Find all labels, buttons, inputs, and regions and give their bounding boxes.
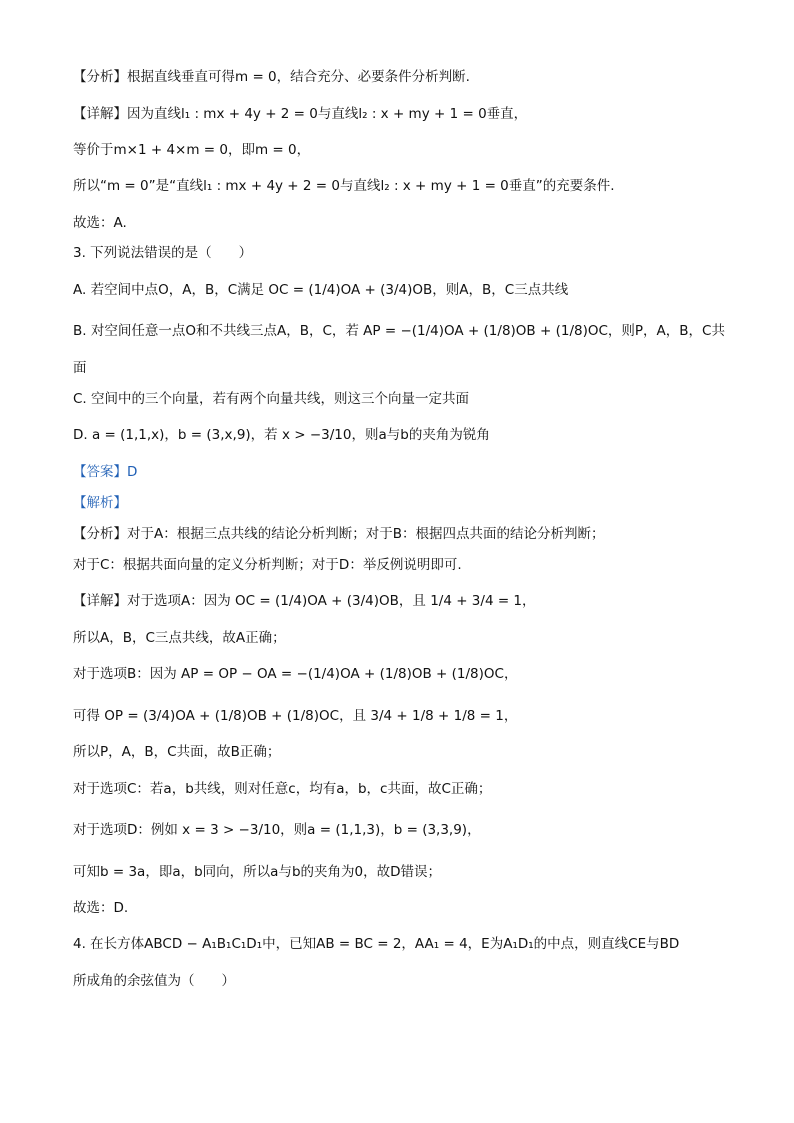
text-line: 【详解】因为直线l₁ : mx + 4y + 2 = 0与直线l₂ : x + my + 1 = 0垂直， <box>73 106 528 122</box>
text-line: 所以“m = 0”是“直线l₁ : mx + 4y + 2 = 0与直线l₂ : x + my + 1 = 0垂直”的充要条件. <box>73 178 615 194</box>
text-line: 所成角的余弦值为（ ） <box>73 973 235 989</box>
text-line: 故选：D. <box>73 900 129 916</box>
text-line: 故选：A. <box>73 215 127 231</box>
text-line: 可知b = 3a，即a，b同向，所以a与b的夹角为0，故D错误； <box>73 864 441 880</box>
text-line: 对于选项B：因为 AP = OP − OA = −(1/4)OA + (1/8)OB + (1/8)OC， <box>73 666 518 682</box>
text-line: 【分析】对于A：根据三点共线的结论分析判断；对于B：根据四点共面的结论分析判断； <box>73 526 605 542</box>
text-line: 所以A，B，C三点共线，故A正确； <box>73 630 286 646</box>
text-line: 对于选项C：若a，b共线，则对任意c，均有a，b，c共面，故C正确； <box>73 781 492 797</box>
text-line: 所以P，A，B，C共面，故B正确； <box>73 744 281 760</box>
analysis-label: 【解析】 <box>73 495 127 511</box>
option-c: C. 空间中的三个向量，若有两个向量共线，则这三个向量一定共面 <box>73 391 470 407</box>
option-d: D. a = (1,1,x)，b = (3,x,9)，若 x > −3/10，则a与b的夹角为锐角 <box>73 427 490 443</box>
question-heading: 4. 在长方体ABCD − A₁B₁C₁D₁中，已知AB = BC = 2，AA₁ = 4，E为A₁D₁的中点，则直线CE与BD <box>73 936 680 952</box>
text-line: 可得 OP = (3/4)OA + (1/8)OB + (1/8)OC，且 3/4 + 1/8 + 1/8 = 1， <box>73 708 518 724</box>
text-line: 【分析】根据直线垂直可得m = 0，结合充分、必要条件分析判断. <box>73 69 470 85</box>
text-line: 对于C：根据共面向量的定义分析判断；对于D：举反例说明即可. <box>73 557 462 573</box>
text-line: 对于选项D：例如 x = 3 > −3/10，则a = (1,1,3)，b = (3,3,9)， <box>73 822 481 838</box>
text-line: 【详解】对于选项A：因为 OC = (1/4)OA + (3/4)OB，且 1/4 + 3/4 = 1， <box>73 593 536 609</box>
text-line: 等价于m×1 + 4×m = 0，即m = 0， <box>73 142 311 158</box>
answer-label: 【答案】D <box>73 464 138 480</box>
option-a: A. 若空间中点O，A，B，C满足 OC = (1/4)OA + (3/4)OB，则A，B，C三点共线 <box>73 282 569 298</box>
option-b-continued: 面 <box>73 360 87 376</box>
question-heading: 3. 下列说法错误的是（ ） <box>73 245 253 261</box>
option-b: B. 对空间任意一点O和不共线三点A，B，C，若 AP = −(1/4)OA + (1/8)OB + (1/8)OC，则P，A，B，C共 <box>73 323 725 339</box>
